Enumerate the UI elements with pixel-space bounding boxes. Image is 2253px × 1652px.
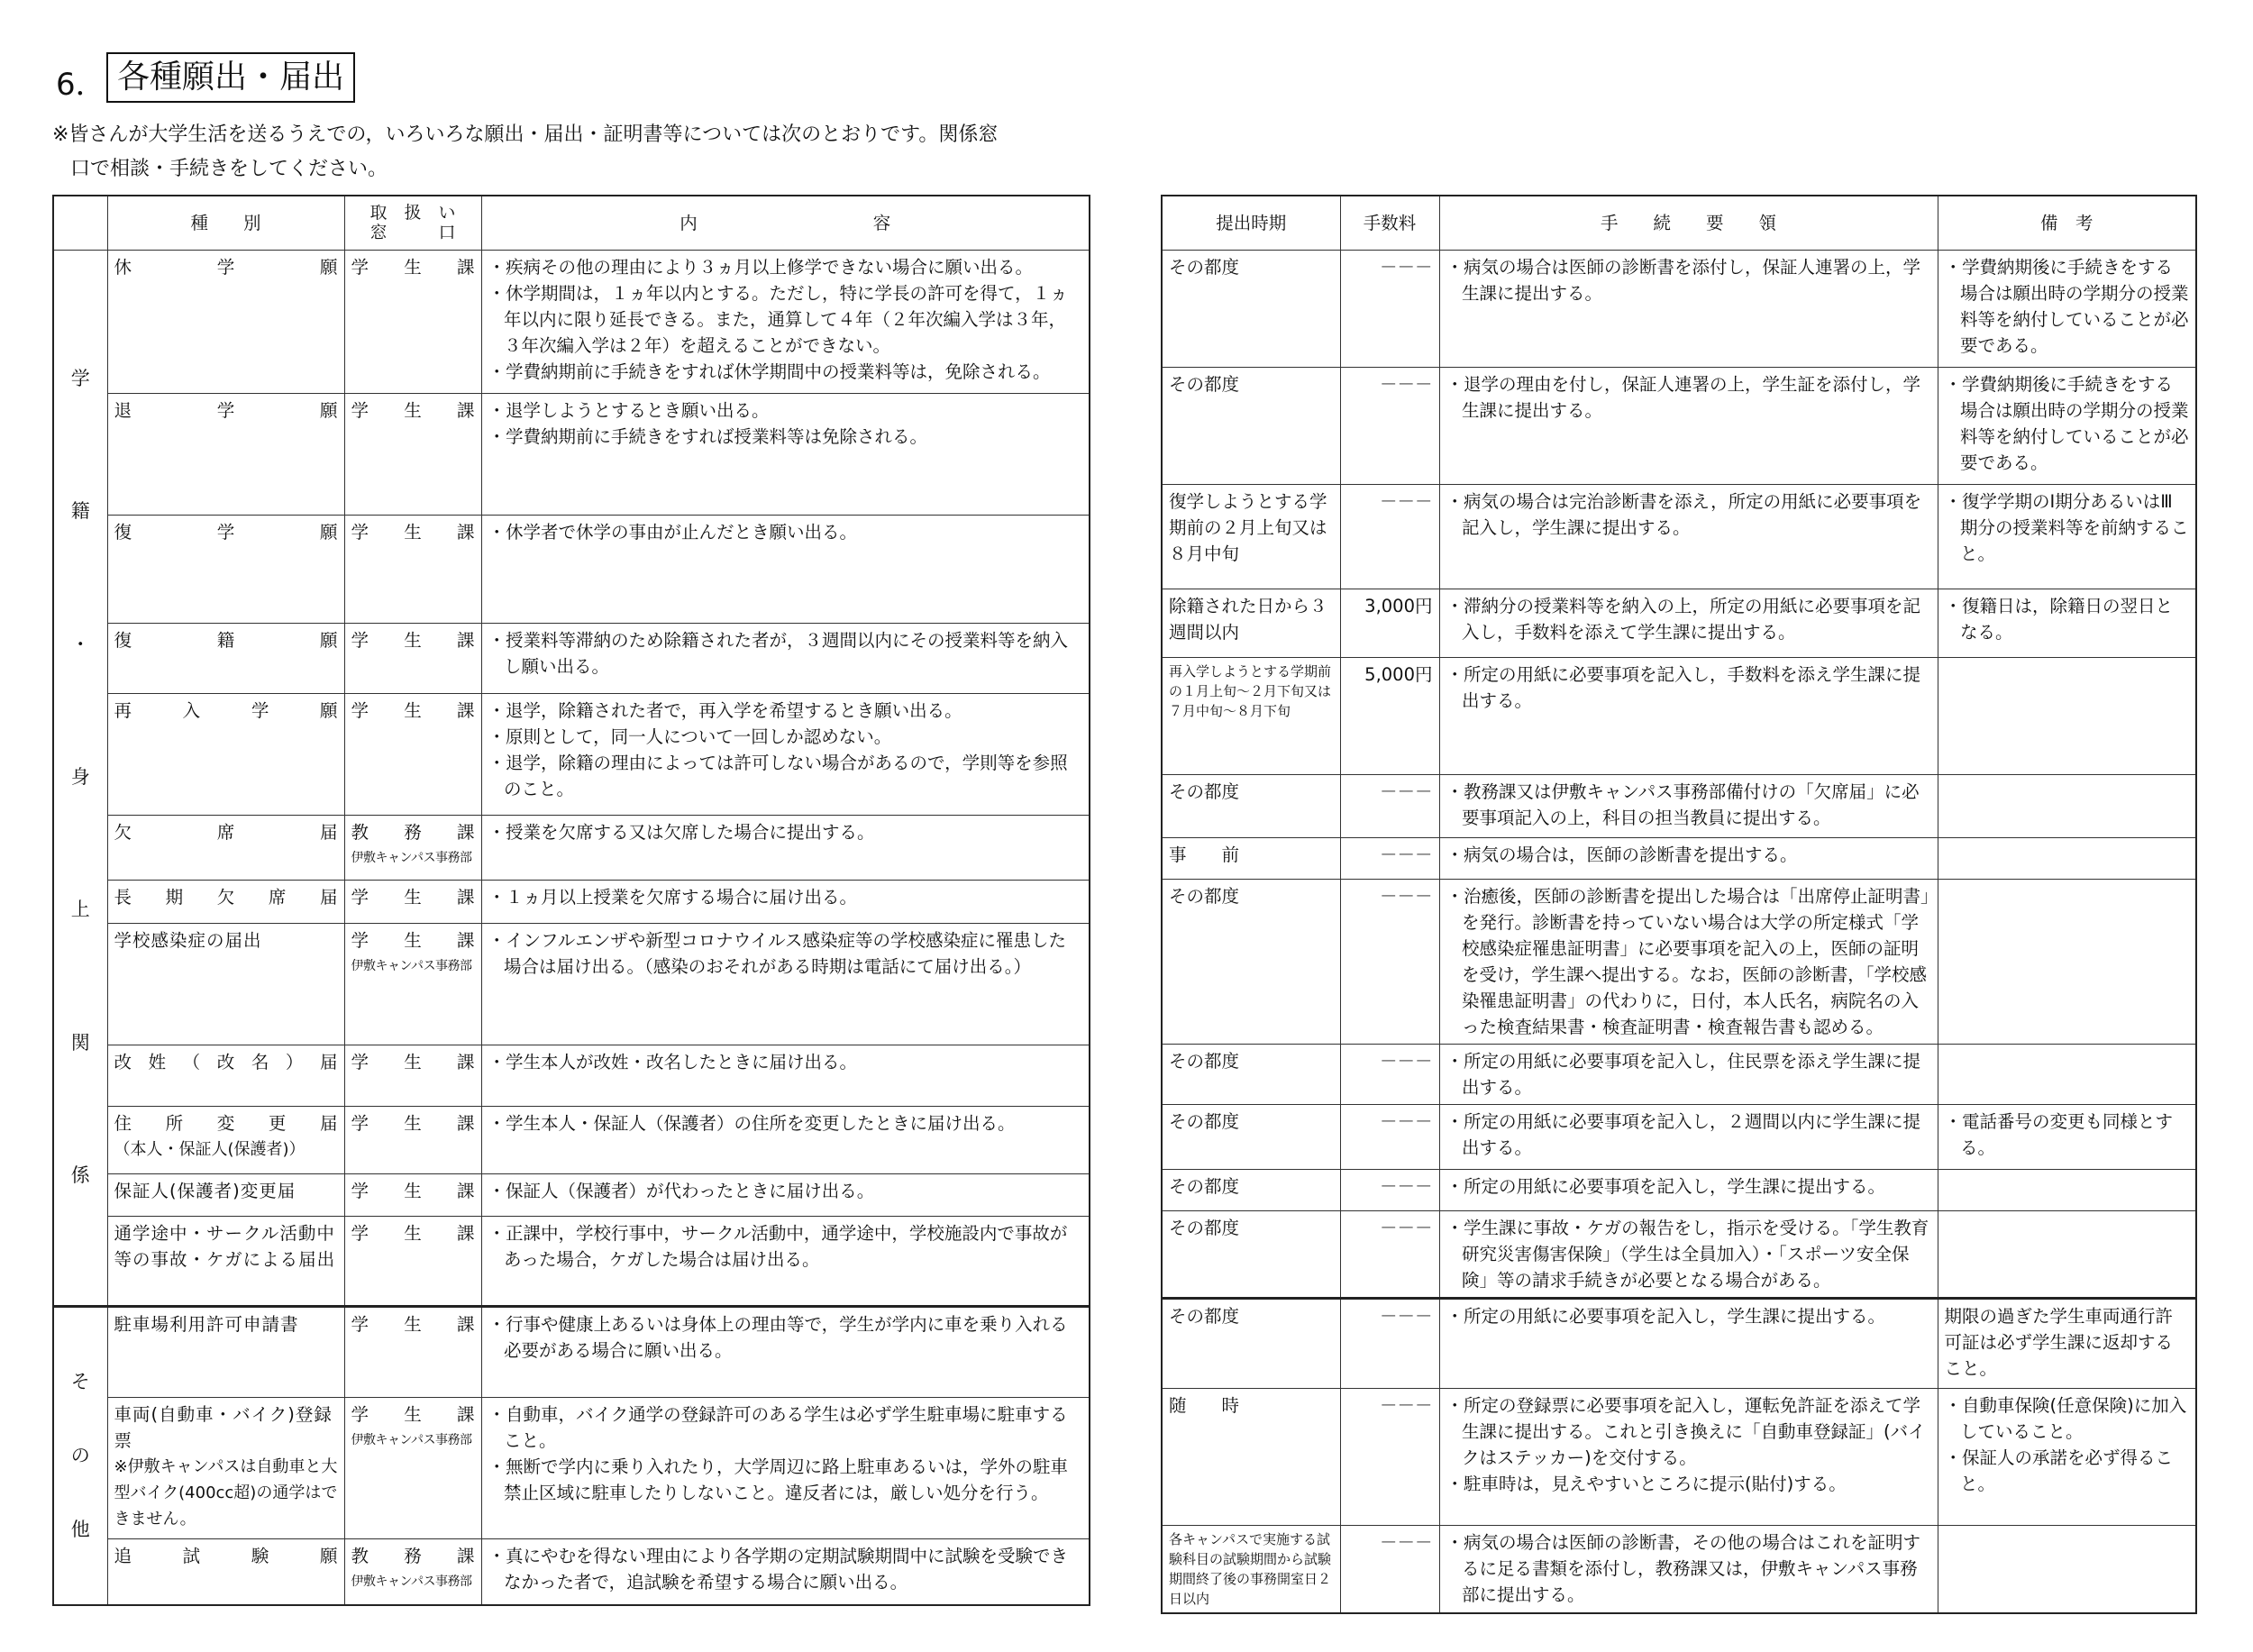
procedure-cell	[1439, 484, 1938, 589]
type-name: 学校感染症の届出	[114, 930, 262, 952]
type-cell	[107, 250, 344, 393]
left-header-window	[344, 196, 481, 250]
right-table-row	[1162, 1210, 2196, 1298]
timing-cell: その都度	[1162, 367, 1340, 484]
remarks-cell	[1938, 657, 2196, 774]
type-name: 駐車場利用許可申請書	[114, 1313, 299, 1335]
category-char: 身	[70, 766, 90, 789]
content-cell	[481, 881, 1090, 924]
fee-cell: －－－	[1340, 1169, 1439, 1210]
type-cell	[107, 515, 344, 623]
left-table-row	[53, 250, 1090, 393]
procedure-cell	[1439, 657, 1938, 774]
window-cell	[344, 393, 481, 515]
procedure-cell	[1439, 837, 1938, 879]
remarks-cell	[1938, 774, 2196, 837]
window-cell	[344, 515, 481, 623]
content-cell	[481, 1173, 1090, 1217]
timing-cell: その都度	[1162, 1298, 1340, 1388]
left-table-row	[53, 1173, 1090, 1217]
left-table-row	[53, 515, 1090, 623]
content-cell	[481, 393, 1090, 515]
fee-cell: －－－	[1340, 1298, 1439, 1388]
procedure-cell	[1439, 367, 1938, 484]
content-item: ・自動車，バイク通学の登録許可のある学生は必ず学生駐車場に駐車すること。	[488, 1404, 1068, 1452]
content-cell	[481, 1106, 1090, 1173]
type-cell	[107, 1306, 344, 1398]
content-item: ・原則として，同一人について一回しか認めない。	[488, 726, 892, 748]
content-item: ・学生本人が改姓・改名したときに届け出る。	[488, 1051, 858, 1072]
fee-cell: －－－	[1340, 1388, 1439, 1525]
window-cell	[344, 1173, 481, 1217]
window-cell	[344, 1398, 481, 1539]
type-name: 住所変更届	[114, 1112, 338, 1134]
right-table-row	[1162, 1388, 2196, 1525]
procedure-cell	[1439, 1210, 1938, 1298]
type-cell	[107, 1217, 344, 1307]
section-number: 6．	[56, 67, 106, 103]
content-item: ・授業料等滞納のため除籍された者が，３週間以内にその授業料等を納入し願い出る。	[488, 629, 1069, 677]
window-cell	[344, 1106, 481, 1173]
type-cell	[107, 1045, 344, 1106]
window-cell	[344, 623, 481, 694]
remarks-cell	[1938, 837, 2196, 879]
fee-cell: －－－	[1340, 367, 1439, 484]
timing-cell: その都度	[1162, 774, 1340, 837]
right-table-row	[1162, 657, 2196, 774]
timing-cell: その都度	[1162, 1210, 1340, 1298]
content-cell	[481, 1217, 1090, 1307]
right-table-row	[1162, 837, 2196, 879]
remarks-item: ・自動車保険(任意保険)に加入していること。	[1944, 1394, 2187, 1442]
procedure-item: ・滞納分の授業料等を納入の上，所定の用紙に必要事項を記入し，手数料を添えて学生課に提出する。	[1446, 595, 1921, 643]
procedure-cell	[1439, 774, 1938, 837]
procedure-cell	[1439, 879, 1938, 1044]
fee-cell: －－－	[1340, 250, 1439, 367]
window-cell	[344, 1539, 481, 1605]
window-name: 学生課	[351, 700, 475, 722]
timing-cell: その都度	[1162, 1104, 1340, 1169]
type-cell	[107, 393, 344, 515]
window-name: 学生課	[351, 1313, 475, 1335]
remarks-cell	[1938, 1525, 2196, 1613]
remarks-cell	[1938, 1388, 2196, 1525]
content-item: ・インフルエンザや新型コロナウイルス感染症等の学校感染症に罹患した場合は届け出る。（感染のおそれがある時期は電話にて届け出る。）	[488, 930, 1067, 978]
left-table-row	[53, 623, 1090, 694]
window-cell	[344, 815, 481, 880]
remarks-cell	[1938, 1169, 2196, 1210]
category-char: ・	[70, 633, 90, 655]
type-cell	[107, 1398, 344, 1539]
window-cell	[344, 1217, 481, 1307]
left-table-row	[53, 924, 1090, 1045]
procedure-cell	[1439, 250, 1938, 367]
window-name: 学生課	[351, 1112, 475, 1134]
procedure-cell	[1439, 1388, 1938, 1525]
remarks-item: ・学費納期後に手続きをする場合は願出時の学期分の授業料等を納付していることが必要である。	[1944, 373, 2189, 473]
window-name: 学生課	[351, 399, 475, 421]
timing-cell: 復学しようとする学期前の２月上旬又は８月中旬	[1162, 484, 1340, 589]
timing-cell: 各キャンパスで実施する試験科目の試験期間から試験期間終了後の事務開室日２日以内	[1162, 1525, 1340, 1613]
type-note: （本人・保証人(保護者)）	[114, 1139, 306, 1159]
window-name: 学生課	[351, 1404, 475, 1426]
content-item: ・正課中，学校行事中，サークル活動中，通学途中，学校施設内で事故があった場合，ケガした場合は届け出る。	[488, 1223, 1068, 1271]
category-char: の	[70, 1444, 90, 1466]
category-academic	[53, 250, 107, 1306]
left-table-row	[53, 393, 1090, 515]
timing-cell: 再入学しようとする学期前の１月上旬～２月下旬又は７月中旬～８月下旬	[1162, 657, 1340, 774]
type-name: 欠席届	[114, 821, 338, 843]
left-header-type: 種 別	[107, 196, 344, 250]
type-note: ※伊敷キャンパスは自動車と大型バイク(400cc超)の通学はできません。	[114, 1457, 338, 1529]
left-table-row	[53, 694, 1090, 816]
type-name: 再入学願	[114, 700, 338, 722]
procedure-item: ・駐車時は，見えやすいところに提示(貼付)する。	[1446, 1473, 1847, 1494]
remarks-item: ・保証人の承諾を必ず得ること。	[1944, 1447, 2174, 1494]
content-item: ・保証人（保護者）が代わったときに届け出る。	[488, 1180, 875, 1201]
procedure-item: ・治癒後，医師の診断書を提出した場合は「出席停止証明書」を発行。診断書を持っていない場合は大学の所定様式「学校感染症罹患証明書」に必要事項を記入の上，医師の証明を受け，学生課へ提出する。なお，医師の診断書，「学校感染罹患証明書」の代わりに，日付，本人氏名，病院名の入った検査結果書・検査証明書・検査報告書も認める。	[1446, 885, 1929, 1037]
content-item: ・退学，除籍の理由によっては許可しない場合があるので，学則等を参照のこと。	[488, 753, 1068, 800]
right-table-row	[1162, 1525, 2196, 1613]
content-cell	[481, 1539, 1090, 1605]
remarks-item: ・復籍日は，除籍日の翌日となる。	[1944, 595, 2174, 643]
intro-line-1: ※皆さんが大学生活を送るうえでの，いろいろな願出・届出・証明書等については次のとおりです。関係窓	[52, 123, 999, 146]
right-table-row	[1162, 367, 2196, 484]
timing-cell: その都度	[1162, 1169, 1340, 1210]
window-name: 教務課	[351, 821, 475, 843]
content-item: ・休学者で休学の事由が止んだとき願い出る。	[488, 521, 858, 543]
right-table-row	[1162, 1298, 2196, 1388]
procedure-item: ・教務課又は伊敷キャンパス事務部備付けの「欠席届」に必要事項記入の上，科目の担当教員に提出する。	[1446, 780, 1920, 828]
right-table	[1161, 195, 2197, 1614]
left-table-row	[53, 1106, 1090, 1173]
timing-cell: 事 前	[1162, 837, 1340, 879]
procedure-item: ・所定の用紙に必要事項を記入し，学生課に提出する。	[1446, 1305, 1886, 1327]
category-chars	[54, 260, 107, 1296]
fee-cell: －－－	[1340, 1104, 1439, 1169]
left-table-row	[53, 1217, 1090, 1307]
window-name: 学生課	[351, 930, 475, 952]
content-cell	[481, 515, 1090, 623]
procedure-cell	[1439, 1525, 1938, 1613]
procedure-cell	[1439, 589, 1938, 657]
fee-cell: －－－	[1340, 879, 1439, 1044]
fee-cell: －－－	[1340, 1525, 1439, 1613]
fee-cell: －－－	[1340, 837, 1439, 879]
fee-cell: －－－	[1340, 484, 1439, 589]
type-name: 車両(自動車・バイク)登録票	[114, 1404, 333, 1452]
window-sub: 伊敷キャンパス事務部	[351, 1574, 472, 1590]
type-name: 休学願	[114, 256, 338, 278]
window-name: 学生課	[351, 629, 475, 651]
content-cell	[481, 694, 1090, 816]
window-cell	[344, 924, 481, 1045]
content-cell	[481, 815, 1090, 880]
type-cell	[107, 815, 344, 880]
right-table-row	[1162, 1044, 2196, 1104]
right-table-row	[1162, 1169, 2196, 1210]
category-char: 上	[70, 899, 90, 921]
content-cell	[481, 623, 1090, 694]
content-item: ・退学，除籍された者で，再入学を希望するとき願い出る。	[488, 700, 962, 722]
procedure-cell	[1439, 1169, 1938, 1210]
right-table-row	[1162, 484, 2196, 589]
content-item: ・学費納期前に手続きをすれば休学期間中の授業料等は，免除される。	[488, 361, 1051, 382]
category-char: 係	[70, 1164, 90, 1187]
procedure-item: ・退学の理由を付し，保証人連署の上，学生証を添付し，学生課に提出する。	[1446, 373, 1921, 421]
left-header-window-bottom: 窓 口	[369, 223, 456, 243]
remarks-cell	[1938, 250, 2196, 367]
procedure-item: ・所定の用紙に必要事項を記入し，住民票を添え学生課に提出する。	[1446, 1050, 1921, 1098]
right-table-row	[1162, 879, 2196, 1044]
content-item: ・疾病その他の理由により３ヵ月以上修学できない場合に願い出る。	[488, 256, 1034, 278]
window-name: 学生課	[351, 1223, 475, 1245]
window-name: 学生課	[351, 1180, 475, 1201]
procedure-item: ・所定の用紙に必要事項を記入し，手数料を添え学生課に提出する。	[1446, 663, 1921, 711]
window-sub: 伊敷キャンパス事務部	[351, 959, 472, 974]
procedure-item: ・病気の場合は医師の診断書，その他の場合はこれを証明するに足る書類を添付し，教務課又は，伊敷キャンパス事務部に提出する。	[1446, 1531, 1921, 1605]
window-sub: 伊敷キャンパス事務部	[351, 850, 472, 865]
content-item: ・休学期間は，１ヵ年以内とする。ただし，特に学長の許可を得て，１ヵ年以内に限り延長できる。また，通算して４年（２年次編入学は３年，３年次編入学は２年）を超えることができない。	[488, 282, 1068, 356]
right-table-row	[1162, 250, 2196, 367]
remarks-cell	[1938, 484, 2196, 589]
remarks-item: ・復学学期のⅠ期分あるいはⅢ期分の授業料等を前納すること。	[1944, 490, 2189, 564]
right-table-row	[1162, 1104, 2196, 1169]
timing-cell: その都度	[1162, 250, 1340, 367]
fee-cell: 5,000円	[1340, 657, 1439, 774]
category-char: そ	[70, 1370, 90, 1392]
category-char: 学	[70, 367, 90, 389]
type-cell	[107, 924, 344, 1045]
window-name: 学生課	[351, 521, 475, 543]
remarks-item: ・学費納期後に手続きをする場合は願出時の学期分の授業料等を納付していることが必要である。	[1944, 256, 2189, 356]
right-header-procedure: 手 続 要 領	[1439, 196, 1938, 250]
left-table	[52, 195, 1090, 1606]
left-table-row	[53, 1398, 1090, 1539]
timing-cell: その都度	[1162, 879, 1340, 1044]
type-cell	[107, 1106, 344, 1173]
type-cell	[107, 1539, 344, 1605]
remarks-cell	[1938, 879, 2196, 1044]
remarks-cell	[1938, 1104, 2196, 1169]
left-table-row	[53, 1306, 1090, 1398]
window-cell	[344, 1306, 481, 1398]
content-item: ・無断で学内に乗り入れたり，大学周辺に路上駐車あるいは，学外の駐車禁止区域に駐車したりしないこと。違反者には，厳しい処分を行う。	[488, 1456, 1069, 1504]
procedure-item: ・病気の場合は医師の診断書を添付し，保証人連署の上，学生課に提出する。	[1446, 256, 1921, 304]
window-sub: 伊敷キャンパス事務部	[351, 1433, 472, 1448]
remarks-item: 期限の過ぎた学生車両通行許可証は必ず学生課に返却すること。	[1944, 1305, 2174, 1379]
content-item: ・学費納期前に手続きをすれば授業料等は免除される。	[488, 425, 928, 447]
fee-cell: －－－	[1340, 1044, 1439, 1104]
type-cell	[107, 623, 344, 694]
procedure-cell	[1439, 1104, 1938, 1169]
content-cell	[481, 1398, 1090, 1539]
category-chars	[54, 1320, 107, 1591]
content-cell	[481, 1306, 1090, 1398]
fee-cell: 3,000円	[1340, 589, 1439, 657]
remarks-cell	[1938, 589, 2196, 657]
right-table-row	[1162, 589, 2196, 657]
right-table-row	[1162, 774, 2196, 837]
type-name: 退学願	[114, 399, 338, 421]
type-name: 通学途中・サークル活動中等の事故・ケガによる届出	[114, 1223, 336, 1271]
content-item: ・行事や健康上あるいは身体上の理由等で，学生が学内に車を乗り入れる必要がある場合に願い出る。	[488, 1313, 1068, 1361]
section-title: 各種願出・届出	[106, 52, 355, 103]
content-cell	[481, 250, 1090, 393]
window-cell	[344, 250, 481, 393]
window-name: 学生課	[351, 256, 475, 278]
procedure-item: ・所定の用紙に必要事項を記入し，２週間以内に学生課に提出する。	[1446, 1110, 1921, 1158]
type-cell	[107, 1173, 344, 1217]
window-name: 学生課	[351, 887, 475, 908]
type-name: 改姓（改名）届	[114, 1051, 338, 1072]
type-name: 復籍願	[114, 629, 338, 651]
window-name: 教務課	[351, 1546, 475, 1567]
procedure-item: ・学生課に事故・ケガの報告をし，指示を受ける。「学生教育研究災害傷害保険」（学生は全員加入）・「スポーツ安全保険」等の請求手続きが必要となる場合がある。	[1446, 1217, 1929, 1291]
right-header-timing: 提出時期	[1162, 196, 1340, 250]
right-header-remarks: 備 考	[1938, 196, 2196, 250]
content-item: ・退学しようとするとき願い出る。	[488, 399, 770, 421]
type-name: 長期欠席届	[114, 887, 338, 908]
category-char: 籍	[70, 500, 90, 523]
timing-cell: 随 時	[1162, 1388, 1340, 1525]
procedure-item: ・所定の用紙に必要事項を記入し，学生課に提出する。	[1446, 1175, 1886, 1197]
content-cell	[481, 924, 1090, 1045]
type-name: 復学願	[114, 521, 338, 543]
left-table-row	[53, 815, 1090, 880]
timing-cell: 除籍された日から３週間以内	[1162, 589, 1340, 657]
type-name: 追試験願	[114, 1546, 338, 1567]
left-table-row	[53, 1539, 1090, 1605]
remarks-cell	[1938, 1298, 2196, 1388]
content-item: ・真にやむを得ない理由により各学期の定期試験期間中に試験を受験できなかった者で，追試験を希望する場合に願い出る。	[488, 1546, 1069, 1593]
type-cell	[107, 881, 344, 924]
fee-cell: －－－	[1340, 1210, 1439, 1298]
window-cell	[344, 1045, 481, 1106]
left-table-row	[53, 1045, 1090, 1106]
remarks-cell	[1938, 367, 2196, 484]
left-header-blank	[53, 196, 107, 250]
category-other	[53, 1306, 107, 1605]
left-table-row	[53, 881, 1090, 924]
content-item: ・１ヵ月以上授業を欠席する場合に届け出る。	[488, 887, 858, 908]
timing-cell: その都度	[1162, 1044, 1340, 1104]
procedure-item: ・所定の登録票に必要事項を記入し，運転免許証を添えて学生課に提出する。これと引き換えに「自動車登録証」(バイクはステッカー)を交付する。	[1446, 1394, 1926, 1468]
window-cell	[344, 694, 481, 816]
procedure-cell	[1439, 1298, 1938, 1388]
type-cell	[107, 694, 344, 816]
category-char: 他	[70, 1519, 90, 1541]
content-item: ・学生本人・保証人（保護者）の住所を変更したときに届け出る。	[488, 1112, 1016, 1134]
procedure-item: ・病気の場合は完治診断書を添え，所定の用紙に必要事項を記入し，学生課に提出する。	[1446, 490, 1922, 538]
intro-line-2: 口で相談・手続きをしてください。	[70, 158, 388, 180]
window-cell	[344, 881, 481, 924]
remarks-cell	[1938, 1210, 2196, 1298]
remarks-cell	[1938, 1044, 2196, 1104]
procedure-cell	[1439, 1044, 1938, 1104]
content-cell	[481, 1045, 1090, 1106]
fee-cell: －－－	[1340, 774, 1439, 837]
type-name: 保証人(保護者)変更届	[114, 1180, 296, 1201]
remarks-item: ・電話番号の変更も同様とする。	[1944, 1110, 2174, 1158]
left-header-window-top: 取 扱 い	[369, 203, 456, 224]
content-item: ・授業を欠席する又は欠席した場合に提出する。	[488, 821, 875, 843]
procedure-item: ・病気の場合は，医師の診断書を提出する。	[1446, 844, 1798, 865]
category-char: 関	[70, 1031, 90, 1054]
window-name: 学生課	[351, 1051, 475, 1072]
left-header-content: 内 容	[481, 196, 1090, 250]
right-header-fee: 手数料	[1340, 196, 1439, 250]
